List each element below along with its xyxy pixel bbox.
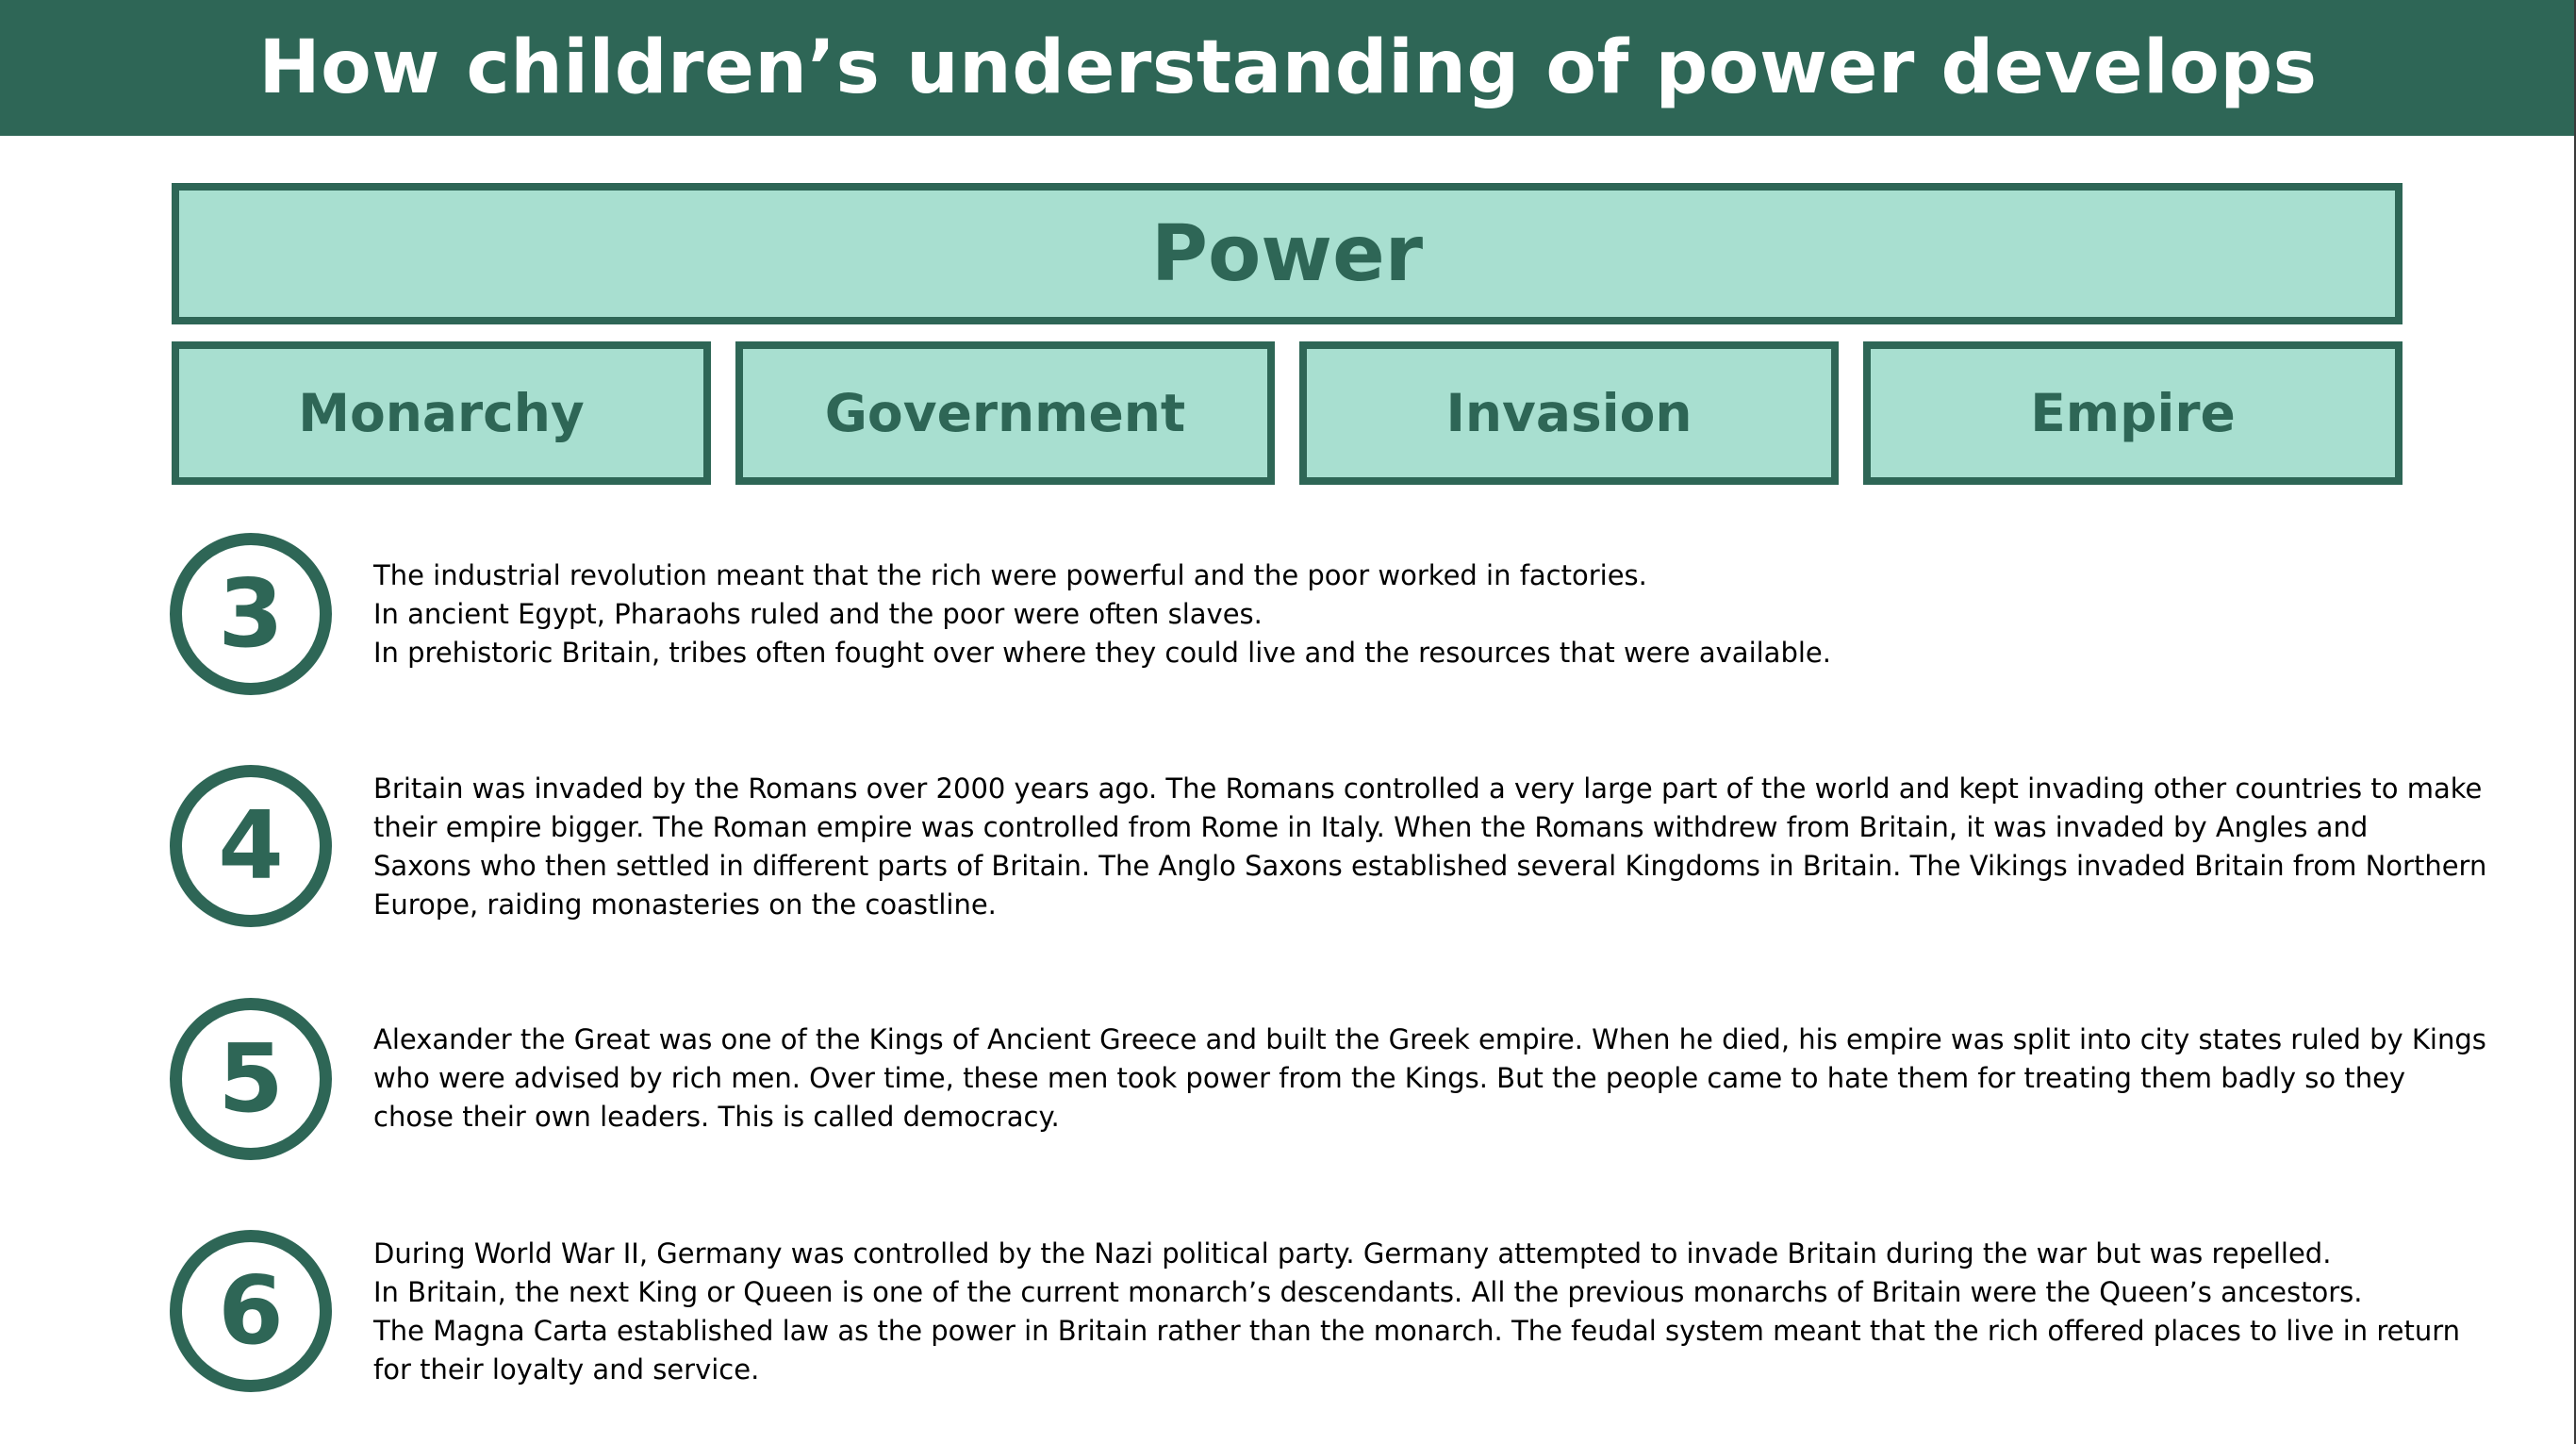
- level-number-badge: 6: [170, 1230, 332, 1392]
- level-description-line: Europe, raiding monasteries on the coastline.: [373, 888, 997, 921]
- level-description-line: Alexander the Great was one of the Kings of Ancient Greece and built the Greek empire. When he died, his empire was split into city states ruled by Kings: [373, 1023, 2486, 1055]
- level-description-line: The industrial revolution meant that the rich were powerful and the poor worked in factories.: [373, 559, 1647, 591]
- level-description: [373, 1235, 2461, 1389]
- level-description-line: The Magna Carta established law as the power in Britain rather than the monarch. The feudal system meant that the rich offered places to live in return: [373, 1315, 2461, 1347]
- topic-box-power: Power: [172, 183, 2403, 324]
- level-description: [373, 770, 2487, 924]
- level-description-line: During World War II, Germany was controlled by the Nazi political party. Germany attempted to invade Britain during the war but was repelled.: [373, 1237, 2332, 1270]
- level-description-line: In prehistoric Britain, tribes often fought over where they could live and the resources that were available.: [373, 637, 1831, 669]
- level-number-badge: 3: [170, 533, 332, 695]
- level-description-line: In ancient Egypt, Pharaohs ruled and the poor were often slaves.: [373, 598, 1263, 630]
- level-description: [373, 1021, 2486, 1137]
- level-description-line: Saxons who then settled in different parts of Britain. The Anglo Saxons established several Kingdoms in Britain. The Vikings invaded Britain from Northern: [373, 850, 2487, 882]
- level-description-line: their empire bigger. The Roman empire was controlled from Rome in Italy. When the Romans withdrew from Britain, it was invaded by Angles and: [373, 811, 2369, 843]
- level-number-badge: 5: [170, 998, 332, 1160]
- category-box-invasion: Invasion: [1299, 341, 1839, 485]
- header-bar: [0, 0, 2576, 136]
- level-number-badge: 4: [170, 765, 332, 927]
- category-box-government: Government: [735, 341, 1275, 485]
- category-box-monarchy: Monarchy: [172, 341, 711, 485]
- level-description: [373, 556, 2391, 672]
- page-title: How children’s understanding of power develops: [258, 25, 2318, 110]
- level-description-line: In Britain, the next King or Queen is one of the current monarch’s descendants. All the previous monarchs of Britain were the Queen’s ancestors.: [373, 1276, 2363, 1308]
- level-description-line: chose their own leaders. This is called democracy.: [373, 1101, 1060, 1133]
- level-description-line: who were advised by rich men. Over time, these men took power from the Kings. But the people came to hate them for treating them badly so they: [373, 1062, 2406, 1094]
- level-description-line: for their loyalty and service.: [373, 1353, 760, 1386]
- category-box-empire: Empire: [1863, 341, 2403, 485]
- level-description-line: Britain was invaded by the Romans over 2000 years ago. The Romans controlled a very large part of the world and kept invading other countries to make: [373, 772, 2483, 805]
